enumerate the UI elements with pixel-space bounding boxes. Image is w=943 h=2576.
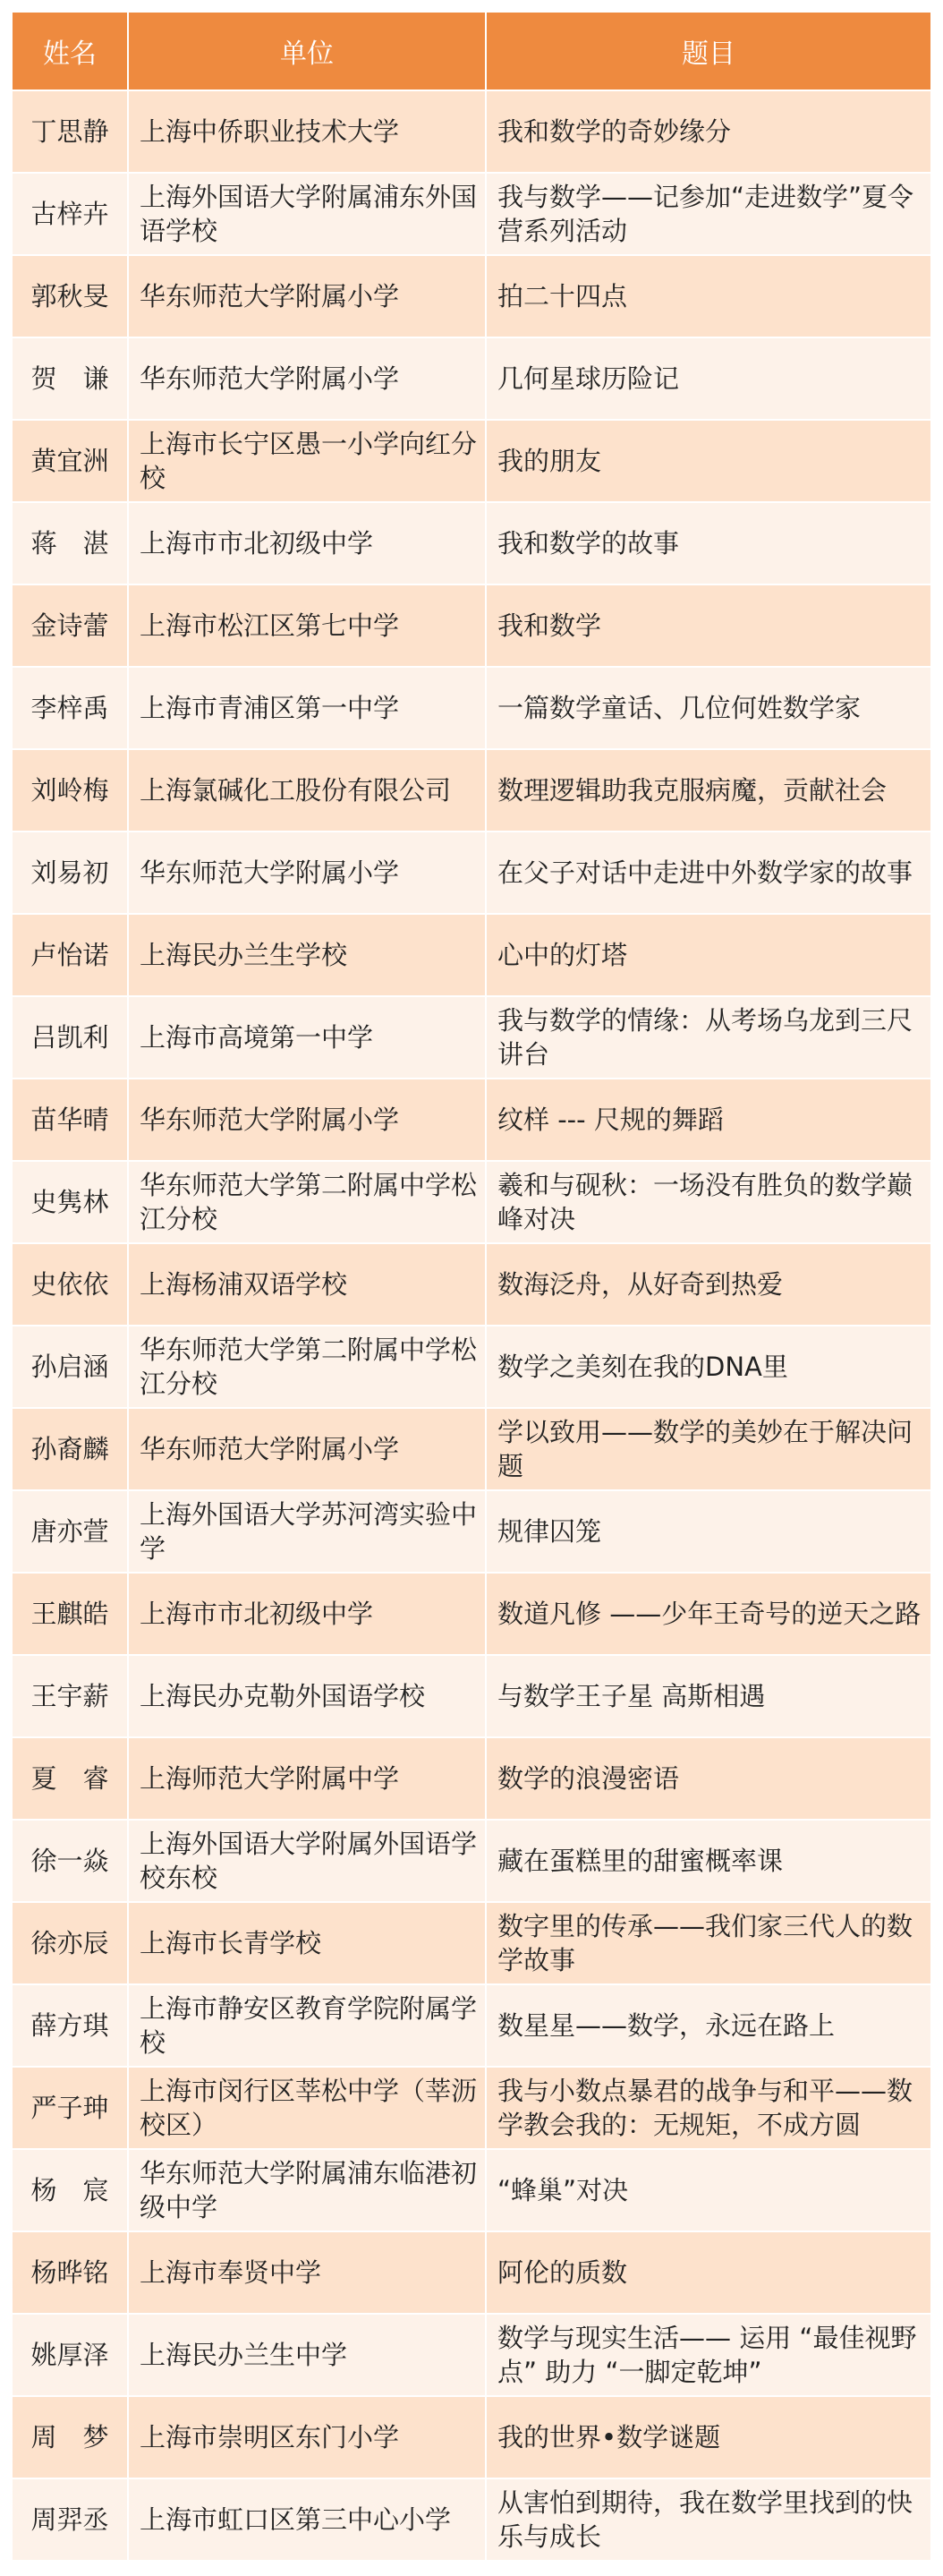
table-row [13,421,930,503]
cell-topic: 数学的浪漫密语 [487,1738,930,1821]
cell-topic: 数学之美刻在我的DNA里 [487,1326,930,1409]
table-row [13,1574,930,1656]
cell-topic: 数海泛舟，从好奇到热爱 [487,1244,930,1326]
table-row [13,997,930,1079]
cell-topic: 在父子对话中走进中外数学家的故事 [487,832,930,915]
cell-topic: 我的世界•数学谜题 [487,2397,930,2479]
cell-unit: 上海市长宁区愚一小学向红分校 [129,421,487,503]
table-row [13,1244,930,1326]
table-row [13,1491,930,1574]
cell-name: 金诗蕾 [13,585,129,668]
cell-topic: 一篇数学童话、几位何姓数学家 [487,668,930,750]
cell-unit: 上海师范大学附属中学 [129,1738,487,1821]
cell-name: 李梓禹 [13,668,129,750]
cell-unit: 上海市静安区教育学院附属学校 [129,1985,487,2068]
table-header-row [13,13,930,91]
cell-unit: 上海外国语大学苏河湾实验中学 [129,1491,487,1574]
cell-name: 周羿丞 [13,2479,129,2562]
cell-unit: 上海中侨职业技术大学 [129,91,487,174]
cell-topic: 我和数学 [487,585,930,668]
cell-name: 王麒皓 [13,1574,129,1656]
cell-topic: 羲和与砚秋：一场没有胜负的数学巅峰对决 [487,1162,930,1244]
cell-topic: 拍二十四点 [487,256,930,338]
cell-unit: 上海外国语大学附属外国语学校东校 [129,1821,487,1903]
cell-unit: 上海氯碱化工股份有限公司 [129,750,487,832]
cell-unit: 上海杨浦双语学校 [129,1244,487,1326]
cell-topic: 阿伦的质数 [487,2232,930,2315]
cell-topic: 我与数学——记参加“走进数学”夏令营系列活动 [487,174,930,256]
cell-topic: 我和数学的奇妙缘分 [487,91,930,174]
cell-name: 夏 睿 [13,1738,129,1821]
cell-name: 吕凯利 [13,997,129,1079]
cell-name: 卢怡诺 [13,915,129,997]
cell-name: 郭秋旻 [13,256,129,338]
cell-unit: 上海市闵行区莘松中学（莘沥校区） [129,2068,487,2150]
cell-name: 古梓卉 [13,174,129,256]
table-row [13,2232,930,2315]
table-row [13,585,930,668]
cell-unit: 华东师范大学附属浦东临港初级中学 [129,2150,487,2232]
table-row [13,1656,930,1738]
table-row [13,668,930,750]
cell-topic: 数学与现实生活—— 运用 “最佳视野点” 助力 “一脚定乾坤” [487,2315,930,2397]
cell-name: 徐一焱 [13,1821,129,1903]
table-row [13,338,930,421]
table-body [13,91,930,2562]
cell-unit: 华东师范大学附属小学 [129,1079,487,1162]
table-row [13,2479,930,2562]
cell-unit: 上海市松江区第七中学 [129,585,487,668]
cell-unit: 上海市市北初级中学 [129,1574,487,1656]
table-row [13,1903,930,1985]
cell-unit: 上海民办兰生中学 [129,2315,487,2397]
cell-topic: 藏在蛋糕里的甜蜜概率课 [487,1821,930,1903]
cell-name: 杨 宸 [13,2150,129,2232]
table-row [13,2397,930,2479]
cell-topic: 数星星——数学，永远在路上 [487,1985,930,2068]
cell-topic: 我和数学的故事 [487,503,930,585]
cell-name: 唐亦萱 [13,1491,129,1574]
cell-topic: 规律囚笼 [487,1491,930,1574]
table-row [13,91,930,174]
cell-unit: 华东师范大学第二附属中学松江分校 [129,1162,487,1244]
cell-unit: 上海市青浦区第一中学 [129,668,487,750]
cell-name: 严子珅 [13,2068,129,2150]
cell-topic: 我的朋友 [487,421,930,503]
cell-topic: 从害怕到期待，我在数学里找到的快乐与成长 [487,2479,930,2562]
cell-unit: 上海市虹口区第三中心小学 [129,2479,487,2562]
cell-unit: 上海民办克勒外国语学校 [129,1656,487,1738]
cell-topic: “蜂巢”对决 [487,2150,930,2232]
header-unit: 单位 [129,13,487,91]
table-row [13,1821,930,1903]
table-row [13,503,930,585]
cell-topic: 我与数学的情缘：从考场乌龙到三尺讲台 [487,997,930,1079]
cell-unit: 上海民办兰生学校 [129,915,487,997]
table-row [13,1326,930,1409]
cell-name: 姚厚泽 [13,2315,129,2397]
header-topic: 题目 [487,13,930,91]
cell-unit: 上海外国语大学附属浦东外国语学校 [129,174,487,256]
cell-name: 刘岭梅 [13,750,129,832]
cell-topic: 几何星球历险记 [487,338,930,421]
cell-unit: 华东师范大学附属小学 [129,1409,487,1491]
table-row [13,1985,930,2068]
table-row [13,256,930,338]
cell-topic: 纹样 --- 尺规的舞蹈 [487,1079,930,1162]
cell-topic: 数理逻辑助我克服病魔，贡献社会 [487,750,930,832]
cell-unit: 华东师范大学附属小学 [129,832,487,915]
cell-topic: 心中的灯塔 [487,915,930,997]
cell-unit: 上海市市北初级中学 [129,503,487,585]
cell-unit: 上海市崇明区东门小学 [129,2397,487,2479]
cell-name: 丁思静 [13,91,129,174]
table-row [13,174,930,256]
cell-name: 黄宜洲 [13,421,129,503]
table-row [13,1079,930,1162]
table-row [13,750,930,832]
table-row [13,2315,930,2397]
table-row [13,2150,930,2232]
cell-name: 刘易初 [13,832,129,915]
cell-name: 贺 谦 [13,338,129,421]
cell-name: 孙启涵 [13,1326,129,1409]
cell-name: 史依依 [13,1244,129,1326]
cell-name: 史隽林 [13,1162,129,1244]
cell-unit: 华东师范大学附属小学 [129,338,487,421]
cell-topic: 与数学王子星 高斯相遇 [487,1656,930,1738]
table-row [13,2068,930,2150]
awardee-table-container [13,13,930,2562]
cell-unit: 上海市高境第一中学 [129,997,487,1079]
table-row [13,1162,930,1244]
header-name: 姓名 [13,13,129,91]
cell-name: 周 梦 [13,2397,129,2479]
cell-topic: 数字里的传承——我们家三代人的数学故事 [487,1903,930,1985]
cell-topic: 我与小数点暴君的战争与和平——数学教会我的：无规矩，不成方圆 [487,2068,930,2150]
table-row [13,915,930,997]
cell-name: 王宇薪 [13,1656,129,1738]
cell-name: 苗华晴 [13,1079,129,1162]
awardee-table [13,13,930,2562]
cell-unit: 上海市长青学校 [129,1903,487,1985]
cell-topic: 学以致用——数学的美妙在于解决问题 [487,1409,930,1491]
cell-name: 孙裔麟 [13,1409,129,1491]
table-row [13,1409,930,1491]
cell-unit: 华东师范大学第二附属中学松江分校 [129,1326,487,1409]
cell-name: 徐亦辰 [13,1903,129,1985]
cell-unit: 上海市奉贤中学 [129,2232,487,2315]
table-row [13,832,930,915]
table-row [13,1738,930,1821]
cell-topic: 数道凡修 ——少年王奇号的逆天之路 [487,1574,930,1656]
cell-unit: 华东师范大学附属小学 [129,256,487,338]
cell-name: 杨晔铭 [13,2232,129,2315]
cell-name: 薛方琪 [13,1985,129,2068]
cell-name: 蒋 湛 [13,503,129,585]
